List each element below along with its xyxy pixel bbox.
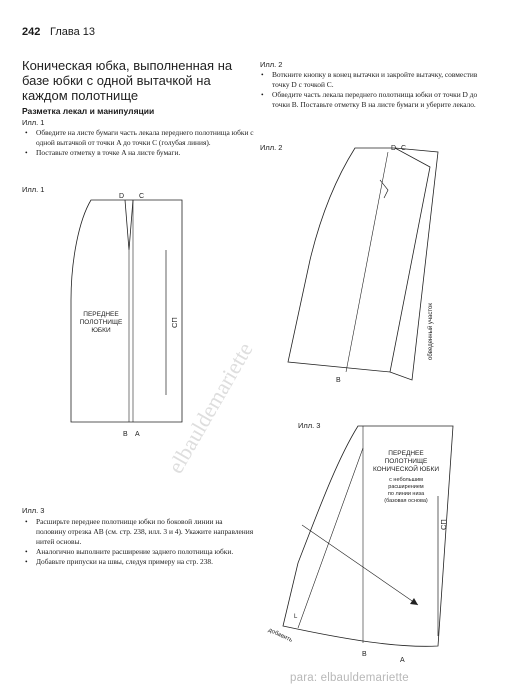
panel-text-line-1: ПЕРЕДНЕЕ	[388, 450, 424, 457]
watermark-text: elbauldemariette	[162, 338, 258, 478]
panel-text-line-2: ПОЛОТНИЩЕ	[384, 458, 428, 465]
panel-text-line-3: ЮБКИ	[91, 327, 111, 334]
ill1-label: Илл. 1	[22, 185, 45, 194]
ill3-steps	[22, 517, 254, 567]
footer-watermark: para: elbauldemariette	[290, 672, 409, 684]
point-d-label: D	[391, 145, 397, 152]
dart-lines	[125, 200, 133, 250]
ill1-steps	[22, 128, 254, 158]
section-subheading: Разметка лекал и манипуляции	[22, 106, 155, 116]
page-number: 242	[22, 26, 41, 38]
ill2-steps	[258, 70, 480, 110]
ill1-step-1: • Обведите на листе бумаги часть лекала переднего полотнища юбки с одной вытачкой от точки A до точки C (голубая линия).	[22, 128, 254, 148]
ill3-step-1: • Расширьте переднее полотнище юбки по боковой линии на половину отрезка AB (см. стр. 238, илл. 3 и 4). Укажите направления нитей основы.	[22, 517, 254, 547]
ill2-caption: Илл. 2	[260, 60, 283, 69]
note-line-2: расширением	[388, 484, 424, 490]
ill3-label: Илл. 3	[298, 421, 321, 430]
point-l-label: L	[294, 614, 298, 620]
ill3-step-3: • Добавьте припуски на швы, следуя примеру на стр. 238.	[22, 557, 254, 567]
note-line-4: (базовая основа)	[384, 498, 428, 504]
note-line-3: по линии низа	[387, 491, 425, 497]
traced-section-label: обведенный участок	[428, 303, 434, 360]
diagonal-watermark	[140, 175, 370, 505]
grain-label: СП	[170, 317, 179, 328]
add-label: добавить	[267, 627, 294, 644]
point-a-label: A	[400, 657, 405, 664]
chapter-title: Глава 13	[50, 26, 96, 38]
widening-arrow	[302, 525, 418, 605]
ill1-caption: Илл. 1	[22, 118, 45, 127]
point-c-label: C	[401, 145, 407, 152]
point-b-label: B	[362, 651, 367, 658]
ill2-step-1: • Воткните кнопку в конец вытачки и закройте вытачку, совместив точку D с точкой C.	[258, 70, 480, 90]
point-b-label: B	[336, 377, 341, 384]
point-d-label: D	[119, 193, 125, 200]
grain-label: СП	[439, 519, 448, 530]
arrow-head	[410, 598, 418, 605]
panel-text-line-1: ПЕРЕДНЕЕ	[83, 311, 119, 318]
ill1-step-2: • Поставьте отметку в точке A на листе бумаги.	[22, 148, 254, 158]
point-b-label: B	[123, 431, 128, 438]
point-c-label: C	[139, 193, 145, 200]
note-line-1: с небольшим	[389, 477, 423, 483]
section-title: Коническая юбка, выполненная на базе юбки с одной вытачкой на каждом полотнище	[22, 58, 233, 103]
panel-text-line-2: ПОЛОТНИЩЕ	[79, 319, 123, 326]
ill2-step-2: • Обведите часть лекала переднего полотнища юбки от точки D до точки B. Поставьте отметку B на листе бумаги и уберите лекало.	[258, 90, 480, 110]
panel-text-line-3: КОНИЧЕСКОЙ ЮБКИ	[372, 466, 440, 473]
ill2-label: Илл. 2	[260, 143, 283, 152]
ill3-step-2: • Аналогично выполните расширение заднего полотнища юбки.	[22, 547, 254, 557]
ill3-caption: Илл. 3	[22, 506, 45, 515]
point-a-label: A	[135, 431, 140, 438]
